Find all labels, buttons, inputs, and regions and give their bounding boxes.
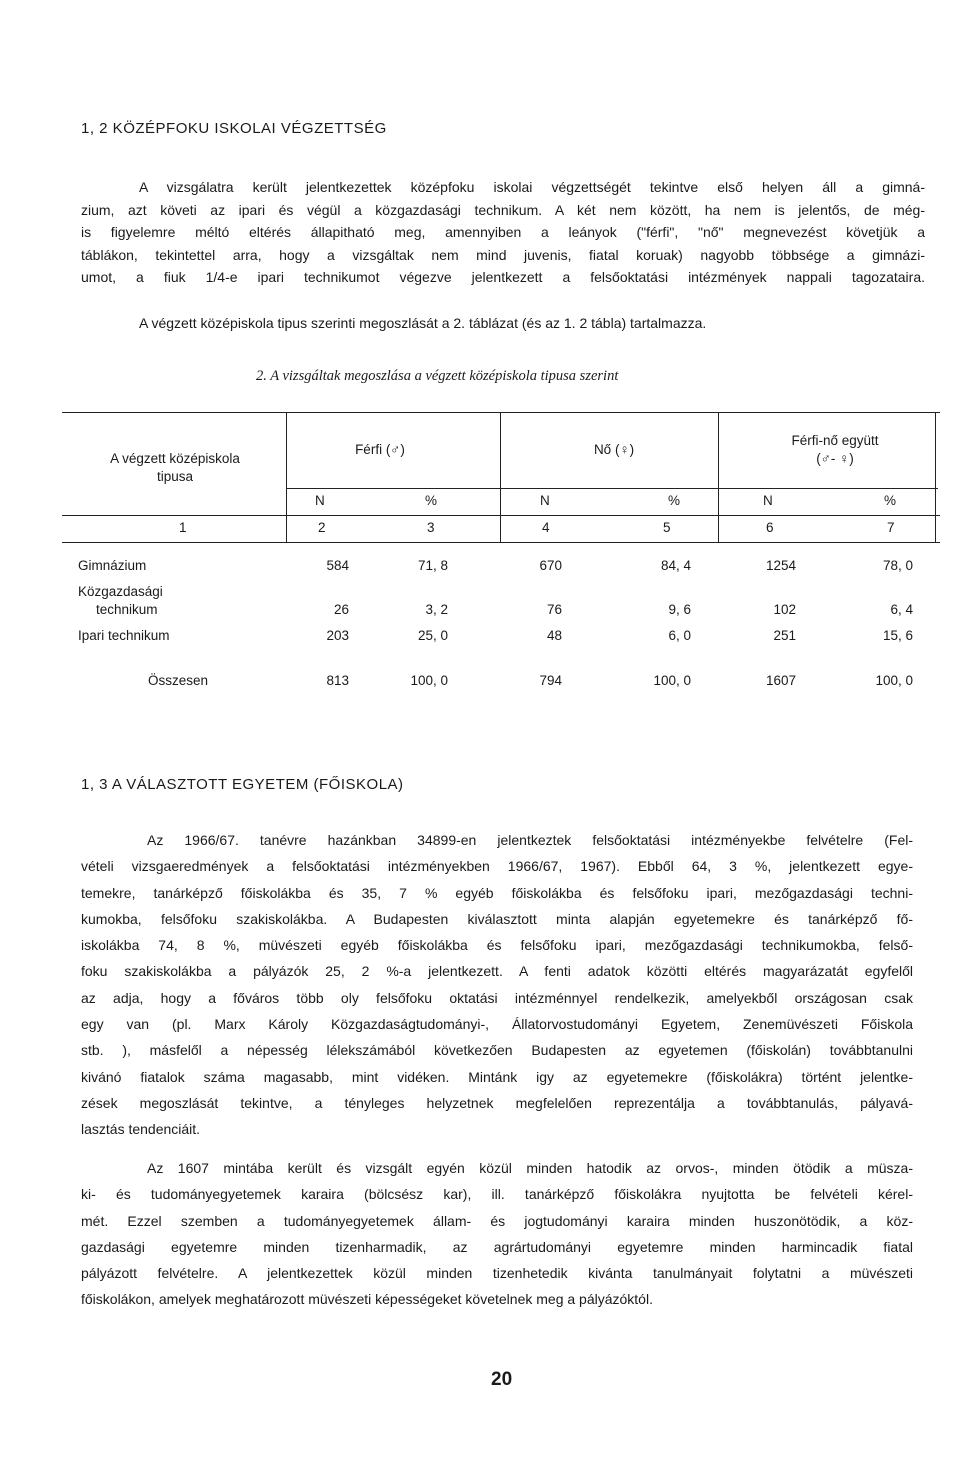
table-divider bbox=[286, 412, 287, 542]
female-percent: 9, 6 bbox=[668, 602, 691, 617]
section-1-2-paragraph bbox=[81, 176, 925, 289]
female-n: 76 bbox=[546, 602, 562, 617]
subheader-n: N bbox=[540, 493, 550, 508]
section-1-3-heading: 1, 3 A VÁLASZTOTT EGYETEM (FŐISKOLA) bbox=[81, 776, 404, 793]
header-school-type-line2: tipusa bbox=[156, 469, 194, 484]
paragraph-line: pályázott felvételre. A jelentkezettek közül minden tizenhetedik kivánta tanulmányait folytatni a müvészeti bbox=[81, 1265, 913, 1282]
paragraph-line: iskolákba 74, 8 %, müvészeti egyéb főiskolákba és felsőfoku ipari, mezőgazdasági technikumokba, felső- bbox=[81, 937, 913, 954]
paragraph-line: foku szakiskolákba a pályázók 25, 2 %-a jelentkezett. A fenti adatok közötti eltérés magyarázatát egyfelől bbox=[81, 963, 913, 980]
total-n: 1254 bbox=[765, 558, 796, 573]
total-n: 1607 bbox=[765, 673, 796, 688]
male-n: 26 bbox=[333, 602, 349, 617]
subheader-n: N bbox=[315, 493, 325, 508]
subheader-n: N bbox=[763, 493, 773, 508]
header-female: Nő (♀) bbox=[593, 442, 635, 457]
header-school-type bbox=[110, 450, 240, 486]
header-male: Férfi (♂) bbox=[355, 442, 405, 457]
table-divider bbox=[935, 412, 936, 542]
paragraph-line: mét. Ezzel szemben a tudományegyetemek állam- és jogtudományi karaira minden huszonötödik, a köz- bbox=[81, 1212, 913, 1229]
section-1-3-paragraph-2 bbox=[81, 1155, 913, 1313]
subheader-percent: % bbox=[668, 493, 681, 508]
female-percent: 6, 0 bbox=[668, 628, 691, 643]
paragraph-line: zium, azt követi az ipari és végül a közgazdasági technikum. A két nem között, ha nem is jelentős, de még- bbox=[81, 201, 925, 218]
table-top-rule bbox=[62, 412, 940, 413]
row-label: Közgazdasági bbox=[78, 584, 163, 599]
row-label: Gimnázium bbox=[78, 558, 147, 573]
paragraph-line: temekre, tanárképző főiskolákba és 35, 7 % egyéb főiskolákba és felsőfoku ipari, mezőgazdasági techni- bbox=[81, 884, 913, 901]
header-total-line2: (♂- ♀) bbox=[816, 451, 854, 466]
column-number: 1 bbox=[179, 520, 187, 535]
paragraph-line: zések megoszlását tekintve, a tényleges helyzetnek megfelelően reprezentálja a továbbtanulás, pályavá- bbox=[81, 1094, 913, 1111]
table-caption: 2. A vizsgáltak megoszlása a végzett középiskola tipusa szerint bbox=[256, 368, 619, 384]
column-number: 5 bbox=[663, 520, 671, 535]
female-n: 794 bbox=[539, 673, 562, 688]
paragraph-line: Az 1607 mintába került és vizsgált egyén közül minden hatodik az orvos-, minden ötödik a müsza- bbox=[147, 1160, 913, 1176]
male-percent: 100, 0 bbox=[410, 673, 448, 688]
total-percent: 15, 6 bbox=[882, 628, 913, 643]
paragraph-line: egy van (pl. Marx Károly Közgazdaságtudományi-, Állatorvostudományi Egyetem, Zenemüvészeti Főiskola bbox=[81, 1016, 913, 1033]
paragraph-line: kumokba, felsőfoku szakiskolákba. A Budapesten kiválasztott minta alapján egyetemekre és tanárképző fő- bbox=[81, 910, 913, 927]
total-n: 102 bbox=[773, 602, 796, 617]
paragraph-line: A vizsgálatra került jelentkezettek középfoku iskolai végzettségét tekintve első helyen áll a gimná- bbox=[139, 179, 925, 195]
paragraph-line: stb. ), másfelől a népesség lélekszámából következően Budapesten az egyetemen (főiskolán) továbbtanulni bbox=[81, 1042, 913, 1059]
table-divider bbox=[718, 412, 719, 542]
male-percent: 25, 0 bbox=[417, 628, 448, 643]
table-divider bbox=[500, 412, 501, 542]
paragraph-line: gazdasági egyetemre minden tizenharmadik, az agrártudományi egyetemre minden harmincadik fiatal bbox=[81, 1238, 913, 1255]
male-percent: 71, 8 bbox=[417, 558, 448, 573]
row-label: Ipari technikum bbox=[78, 628, 170, 643]
paragraph-line: főiskolákon, amelyek meghatározott müvészeti képességeket követelnek meg a pályázóktól. bbox=[81, 1291, 653, 1308]
section-1-2-heading: 1, 2 KÖZÉPFOKU ISKOLAI VÉGZETTSÉG bbox=[81, 120, 387, 137]
paragraph-line: táblákon, tekintettel arra, hogy a vizsgáltak nem mind juvenis, fiatal koruak) nagyobb többsége a gimnázi- bbox=[81, 246, 925, 263]
column-number: 7 bbox=[887, 520, 895, 535]
table-subheader-rule bbox=[286, 488, 938, 489]
column-number: 6 bbox=[766, 520, 774, 535]
paragraph-line: vételi vizsgaeredmények a felsőoktatási intézményekben 1966/67, 1967). Ebből 64, 3 %, jelentkezett egye- bbox=[81, 858, 913, 875]
total-percent: 78, 0 bbox=[882, 558, 913, 573]
male-n: 813 bbox=[326, 673, 349, 688]
paragraph-line: kivánó fiatalok száma magasabb, mint vidéken. Mintánk igy az egyetemekre (főiskolákra) történt jelentke- bbox=[81, 1068, 913, 1085]
total-row-label: Összesen bbox=[148, 673, 209, 688]
female-percent: 84, 4 bbox=[660, 558, 691, 573]
subheader-percent: % bbox=[884, 493, 897, 508]
column-number: 3 bbox=[427, 520, 435, 535]
column-number: 2 bbox=[318, 520, 326, 535]
page-number: 20 bbox=[491, 1369, 513, 1390]
total-n: 251 bbox=[773, 628, 796, 643]
row-label-continuation: technikum bbox=[96, 602, 158, 617]
paragraph-line: umot, a fiuk 1/4-e ipari technikumot végezve jelentkezett a felsőoktatási intézmények nappali tagozataira. bbox=[81, 269, 925, 285]
female-percent: 100, 0 bbox=[653, 673, 691, 688]
female-n: 48 bbox=[546, 628, 562, 643]
male-percent: 3, 2 bbox=[425, 602, 448, 617]
table-header-bottom-rule bbox=[62, 515, 940, 516]
paragraph-line: az adja, hogy a főváros több oly felsőfoku oktatási intézménnyel rendelkezik, amelyekből országosan csak bbox=[81, 989, 913, 1006]
paragraph-line: lasztás tendenciáit. bbox=[81, 1121, 201, 1138]
paragraph-line: Az 1966/67. tanévre hazánkban 34899-en jelentkeztek felsőoktatási intézményekbe felvételre (Fel- bbox=[147, 832, 913, 848]
female-n: 670 bbox=[539, 558, 562, 573]
column-number: 4 bbox=[542, 520, 550, 535]
section-1-3-paragraph-1 bbox=[81, 827, 913, 1143]
header-total bbox=[791, 432, 878, 468]
total-percent: 6, 4 bbox=[890, 602, 913, 617]
male-n: 203 bbox=[326, 628, 349, 643]
header-total-line1: Férfi-nő együtt bbox=[791, 433, 879, 448]
paragraph-line: ki- és tudományegyetemek karaira (bölcsész kar), ill. tanárképző főiskolákra nyujtotta be felvételi kérel- bbox=[81, 1186, 913, 1203]
table-reference-line: A végzett középiskola tipus szerinti megoszlását a 2. táblázat (és az 1. 2 tábla) tartalmazza. bbox=[139, 315, 707, 331]
subheader-percent: % bbox=[425, 493, 438, 508]
paragraph-line: is figyelemre méltó eltérés állapitható meg, amennyiben a leányok ("férfi", "nő" megnevezést követjük a bbox=[81, 224, 925, 240]
header-school-type-line1: A végzett középiskola bbox=[110, 451, 240, 466]
table-column-number-rule bbox=[62, 542, 940, 543]
male-n: 584 bbox=[326, 558, 349, 573]
total-percent: 100, 0 bbox=[875, 673, 913, 688]
